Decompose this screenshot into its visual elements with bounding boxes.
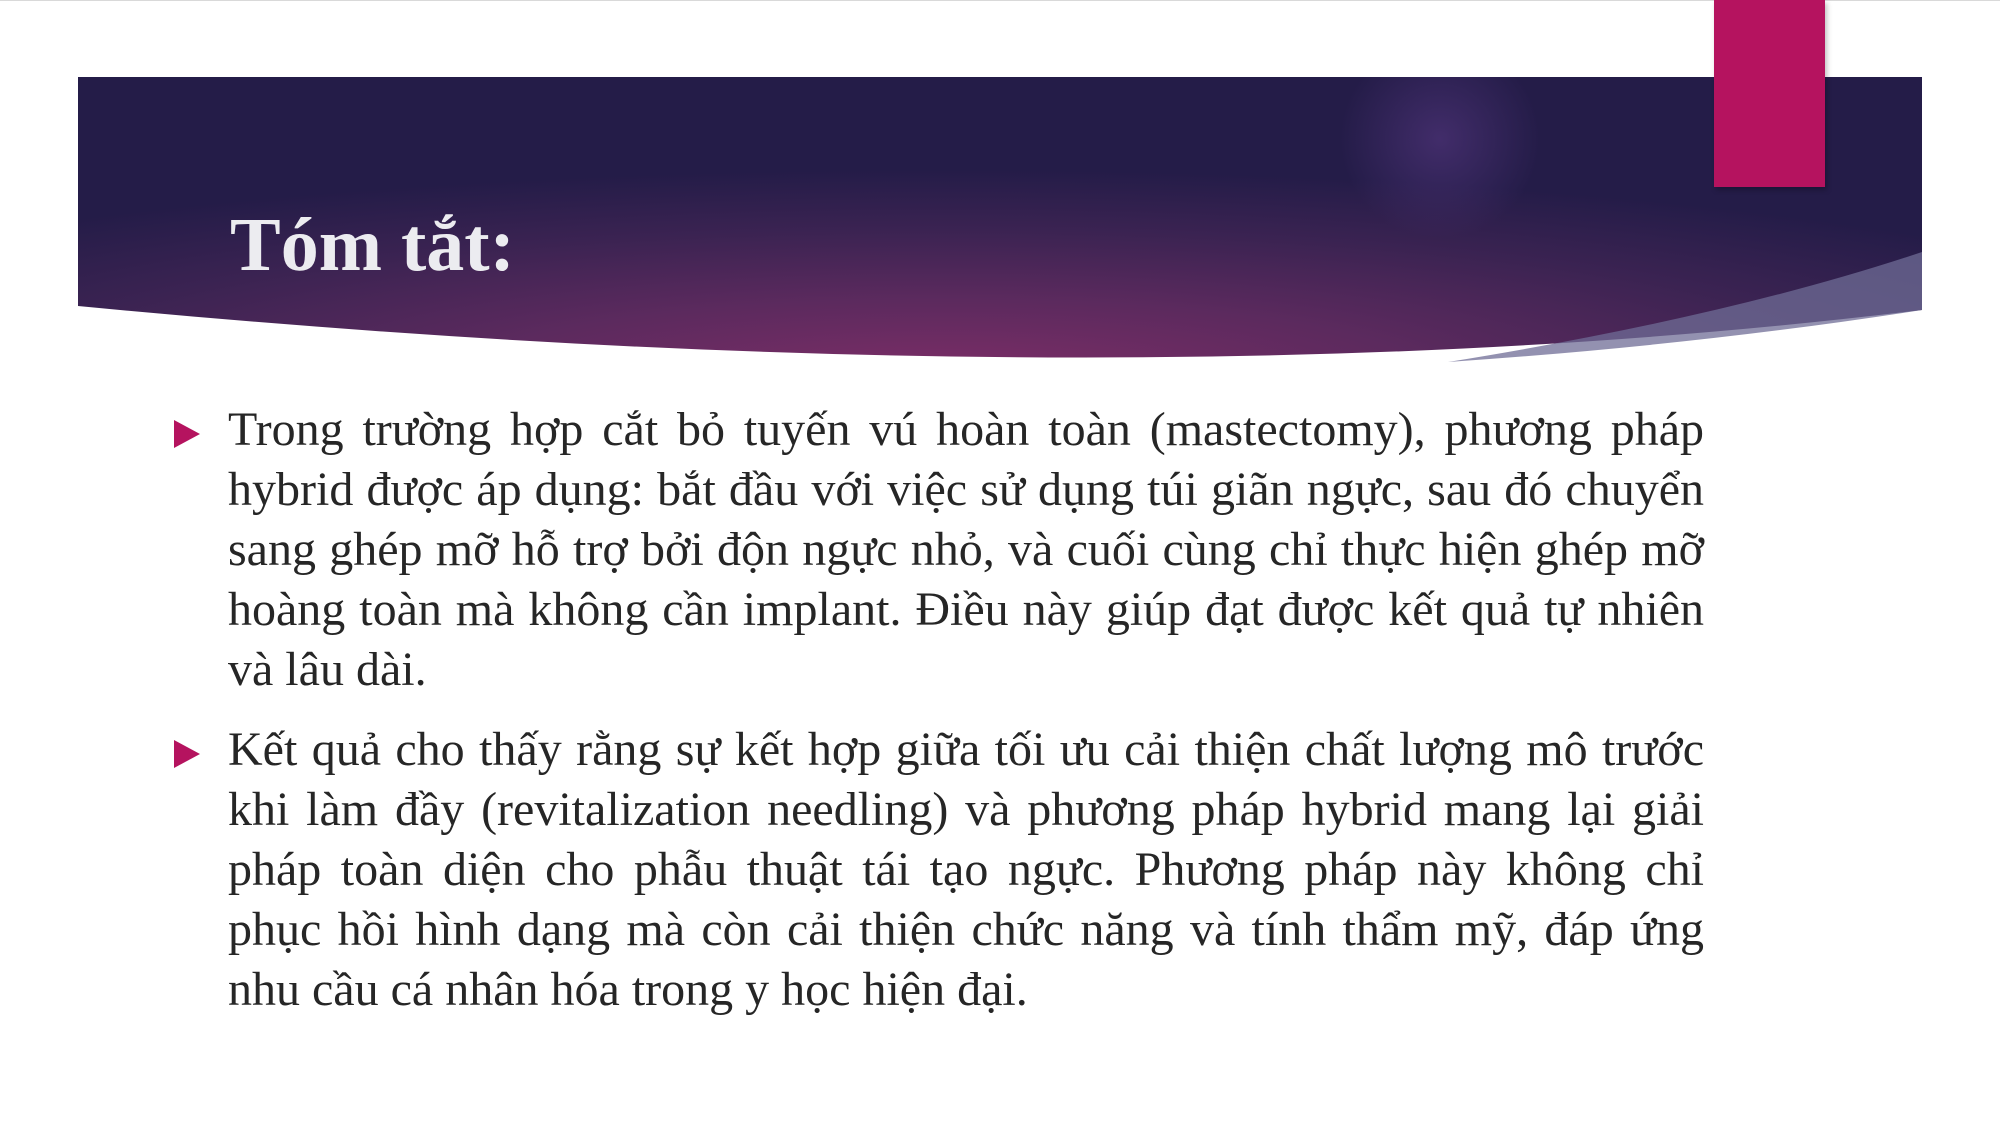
list-item [174, 400, 1704, 700]
triangle-bullet-icon [174, 420, 200, 448]
bullet-text: Kết quả cho thấy rằng sự kết hợp giữa tối ưu cải thiện chất lượng mô trước khi làm đầy (revitalization needling) và phương pháp hybrid mang lại giải pháp toàn diện cho phẫu thuật tái tạo ngực. Phương pháp này không chỉ phục hồi hình dạng mà còn cải thiện chức năng và tính thẩm mỹ, đáp ứng nhu cầu cá nhân hóa trong y học hiện đại. [228, 723, 1704, 1016]
top-border-line [0, 0, 2000, 1]
triangle-bullet-icon [174, 740, 200, 768]
slide-title: Tóm tắt: [230, 203, 515, 287]
bullet-list [174, 400, 1704, 1040]
bullet-text: Trong trường hợp cắt bỏ tuyến vú hoàn toàn (mastectomy), phương pháp hybrid được áp dụng: bắt đầu với việc sử dụng túi giãn ngực, sau đó chuyển sang ghép mỡ hỗ trợ bởi độn ngực nhỏ, và cuối cùng chỉ thực hiện ghép mỡ hoàng toàn mà không cần implant. Điều này giúp đạt được kết quả tự nhiên và lâu dài. [228, 403, 1704, 696]
list-item [174, 720, 1704, 1020]
accent-tab [1714, 0, 1825, 187]
